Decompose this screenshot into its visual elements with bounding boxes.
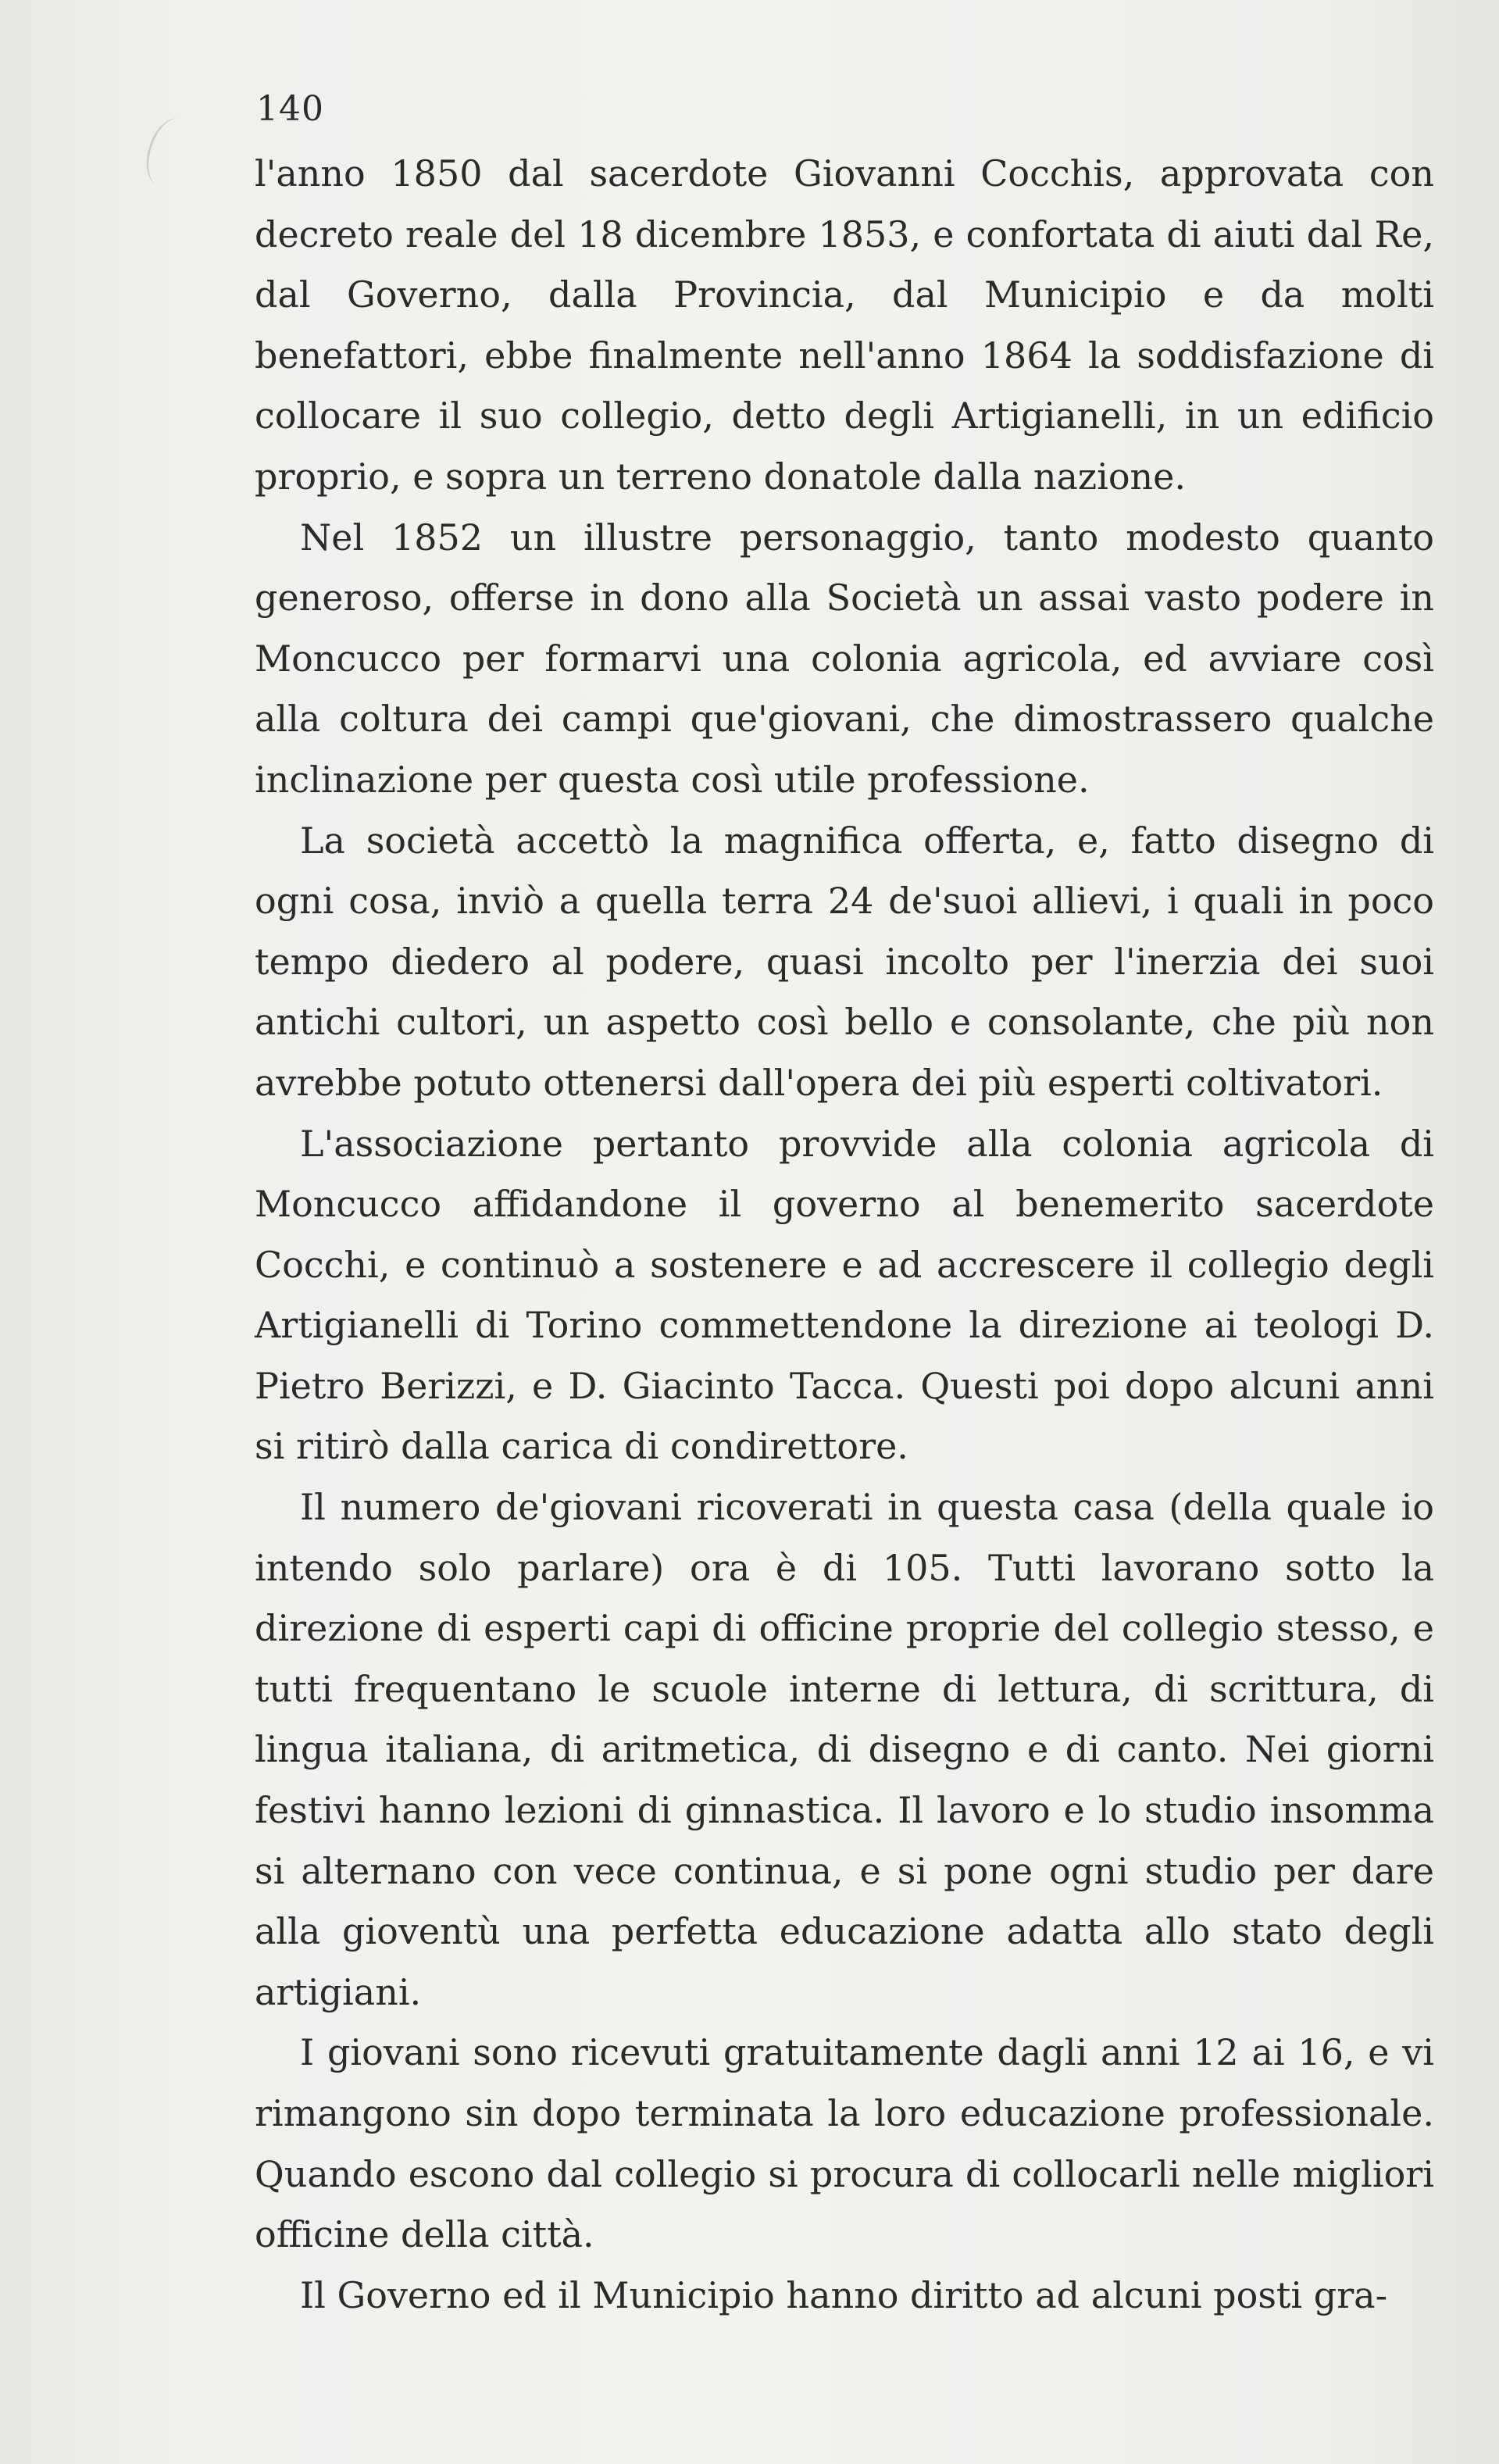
paragraph-6: I giovani sono ricevuti gratuitamente dagli anni 12 ai 16, e vi rimangono sin dopo terminata la loro educazione professionale. Quando escono dal collegio si procura di collocarli nelle migliori officine della città. (255, 2031, 1434, 2256)
paragraph-7: Il Governo ed il Municipio hanno diritto ad alcuni posti gra- (300, 2273, 1388, 2316)
paragraph-4: L'associazione pertanto provvide alla colonia agricola di Moncucco affidandone il governo al benemerito sacerdote Cocchi, e continuò a sostenere e ad accrescere il collegio degli Artigianelli di Torino commettendone la direzione ai teologi D. Pietro Berizzi, e D. Giacinto Tacca. Questi poi dopo alcuni anni si ritirò dalla carica di condirettore. (255, 1122, 1434, 1468)
paragraph-2: Nel 1852 un illustre personaggio, tanto modesto quanto generoso, offerse in dono alla Società un assai vasto podere in Moncucco per formarvi una colonia agricola, ed avviare così alla coltura dei campi que'giovani, che dimostrassero qualche inclinazione per questa così utile professione. (255, 516, 1434, 801)
pencil-mark (138, 112, 199, 192)
paragraph-5: Il numero de'giovani ricoverati in questa casa (della quale io intendo solo parlare) ora è di 105. Tutti lavorano sotto la direzione di esperti capi di officine proprie del collegio stesso, e tutti frequentano le scuole interne di lettura, di scrittura, di lingua italiana, di aritmetica, di disegno e di canto. Nei giorni festivi hanno lezioni di ginnastica. Il lavoro e lo studio insomma si alternano con vece continua, e si pone ogni studio per dare alla gioventù una perfetta educazione adatta allo stato degli artigiani. (255, 1486, 1434, 2013)
page-number: 140 (256, 89, 324, 129)
paragraph-1: l'anno 1850 dal sacerdote Giovanni Cocchis, approvata con decreto reale del 18 dicembre 1853, e confortata di aiuti dal Re, dal Governo, dalla Provincia, dal Municipio e da molti benefattori, ebbe finalmente nell'anno 1864 la soddisfazione di collocare il suo collegio, detto degli Artigianelli, in un edificio proprio, e sopra un terreno donatole dalla nazione. (255, 152, 1434, 498)
body-text (255, 144, 1434, 2326)
paragraph-3: La società accettò la magnifica offerta, e, fatto disegno di ogni cosa, inviò a quella terra 24 de'suoi allievi, i quali in poco tempo diedero al podere, quasi incolto per l'inerzia dei suoi antichi cultori, un aspetto così bello e consolante, che più non avrebbe potuto ottenersi dall'opera dei più esperti coltivatori. (255, 819, 1434, 1104)
